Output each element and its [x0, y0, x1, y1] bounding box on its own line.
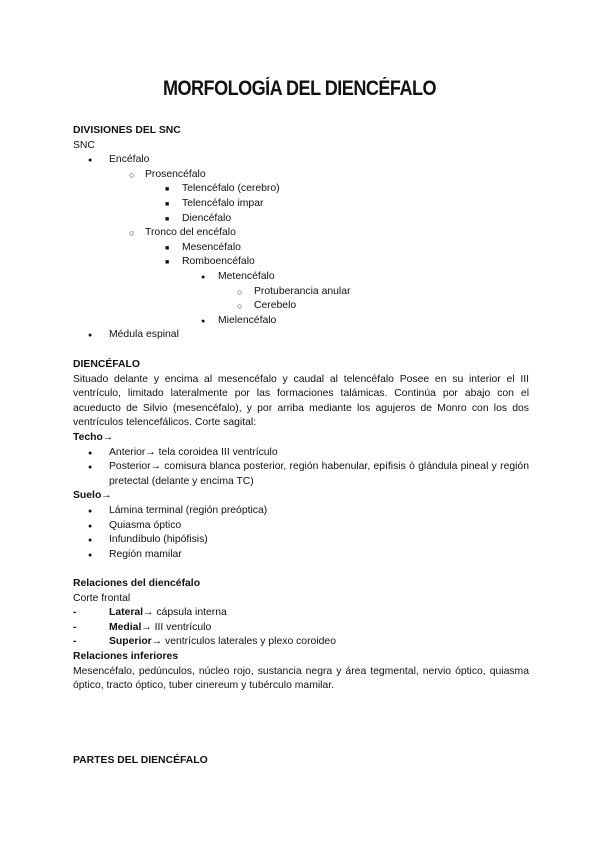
- suelo-label: Suelo→: [73, 490, 112, 502]
- techo-item-text: Posterior→ comisura blanca posterior, región habenular, epífisis ò glándula pineal y región pretectal (delante y encima TC): [109, 461, 529, 487]
- inferiores-heading: Relaciones inferiores: [73, 650, 179, 662]
- bullet-dot: [88, 533, 92, 549]
- diencefalo-section: [73, 358, 529, 562]
- arrow-glyph: →: [151, 636, 163, 648]
- list-item: [73, 197, 529, 212]
- list-item: [73, 446, 529, 461]
- arrow-glyph: →: [141, 621, 152, 633]
- list-item: [73, 504, 529, 519]
- bullet-dot: [88, 153, 92, 169]
- list-item-text: Tronco del encéfalo: [145, 227, 236, 239]
- list-item: [73, 168, 529, 183]
- bullet-dot: [88, 446, 92, 462]
- snc-root-label: SNC: [73, 139, 95, 151]
- bullet-dot: [88, 504, 92, 520]
- relation-text: III ventrículo: [151, 621, 212, 633]
- list-item: [73, 621, 529, 636]
- list-item-text: Protuberancia anular: [254, 285, 351, 297]
- techo-label: Techo→: [73, 431, 114, 443]
- list-item: [73, 606, 529, 621]
- relation-label: Superior: [109, 636, 152, 648]
- list-item: [73, 226, 529, 241]
- bullet-dot: [88, 460, 92, 476]
- section-heading-divisiones: DIVISIONES DEL SNC: [73, 125, 181, 136]
- list-item: [73, 153, 529, 168]
- list-item-text: Mielencéfalo: [218, 314, 277, 326]
- bullet-sq: [165, 212, 169, 228]
- bullet-ring: [237, 285, 242, 301]
- list-item: [73, 212, 529, 227]
- techo-item-text: Anterior→ tela coroidea III ventrículo: [109, 446, 278, 458]
- bullet-ring: [129, 226, 134, 242]
- suelo-item-text: Lámina terminal (región preóptica): [109, 504, 268, 516]
- bullet-sq: [165, 255, 169, 271]
- suelo-item-text: Quiasma óptico: [109, 519, 182, 531]
- relation-text: cápsula interna: [153, 607, 227, 619]
- diencefalo-paragraph: Situado delante y encima al mesencéfalo y caudal al telencéfalo Posee en su interior el III ventrículo, limitado lateralmente por las formaciones talámicas. Continúa por abajo con el acueducto de Silvio (mesencéfalo), y por arriba mediante los agujeros de Monro con los dos ventrículos telencefálicos. Corte sagital:: [73, 373, 529, 429]
- bullet-ring: [237, 299, 242, 315]
- list-item-text: Mesencéfalo: [182, 241, 241, 253]
- list-item: [73, 533, 529, 548]
- bullet-sq: [165, 197, 169, 213]
- list-item: [73, 314, 529, 329]
- list-item-text: Encéfalo: [109, 154, 150, 166]
- arrow-glyph: →: [143, 607, 154, 619]
- partes-section: [73, 754, 529, 769]
- section-heading-relaciones: Relaciones del diencéfalo: [73, 578, 201, 589]
- list-item-text: Diencéfalo: [182, 212, 232, 224]
- list-item-text: Metencéfalo: [218, 270, 275, 282]
- section-heading-diencefalo: DIENCÉFALO: [73, 359, 140, 370]
- list-item-text: Médula espinal: [109, 329, 179, 341]
- list-item: [73, 182, 529, 197]
- bullet-sq: [165, 182, 169, 198]
- suelo-item-text: Infundíbulo (hipófisis): [109, 534, 208, 546]
- bullet-dot: [88, 328, 92, 344]
- list-item: [73, 299, 529, 314]
- suelo-item-text: Región mamilar: [109, 548, 182, 560]
- bullet-dot: [88, 519, 92, 535]
- inferiores-paragraph: Mesencéfalo, pedúnculos, núcleo rojo, sustancia negra y área tegmental, nervio óptico, quiasma óptico, tracto óptico, tuber cinereum y tubérculo mamilar.: [73, 665, 529, 692]
- list-item: [73, 270, 529, 285]
- bullet-dot: [201, 270, 205, 286]
- relation-label: Medial: [109, 621, 142, 633]
- bullet-dot: [88, 548, 92, 564]
- list-item: [73, 241, 529, 256]
- relaciones-section: [73, 577, 529, 694]
- list-item: [73, 285, 529, 300]
- dash-marker: -: [73, 621, 77, 633]
- bullet-dot: [201, 314, 205, 330]
- dash-marker: -: [73, 607, 77, 619]
- list-item: [73, 635, 529, 650]
- divisiones-list: [73, 153, 529, 343]
- page-title: MORFOLOGÍA DEL DIENCÉFALO: [162, 77, 437, 100]
- list-item: [73, 460, 529, 489]
- dash-marker: -: [73, 636, 77, 648]
- section-heading-partes: PARTES DEL DIENCÉFALO: [73, 755, 208, 766]
- list-item: [73, 255, 529, 270]
- list-item-text: Telencéfalo (cerebro): [182, 183, 280, 195]
- list-item-text: Telencéfalo impar: [182, 197, 264, 209]
- relation-label: Lateral: [109, 607, 144, 619]
- list-item-text: Cerebelo: [254, 300, 297, 312]
- relation-text: ventrículos laterales y plexo coroideo: [162, 636, 336, 648]
- list-item: [73, 548, 529, 563]
- list-item-text: Romboencéfalo: [182, 256, 255, 268]
- list-item: [73, 328, 529, 343]
- bullet-sq: [165, 241, 169, 257]
- list-item: [73, 519, 529, 534]
- list-item-text: Prosencéfalo: [145, 168, 206, 180]
- corte-frontal-label: Corte frontal: [73, 592, 131, 604]
- bullet-ring: [129, 168, 134, 184]
- divisiones-section: [73, 124, 529, 343]
